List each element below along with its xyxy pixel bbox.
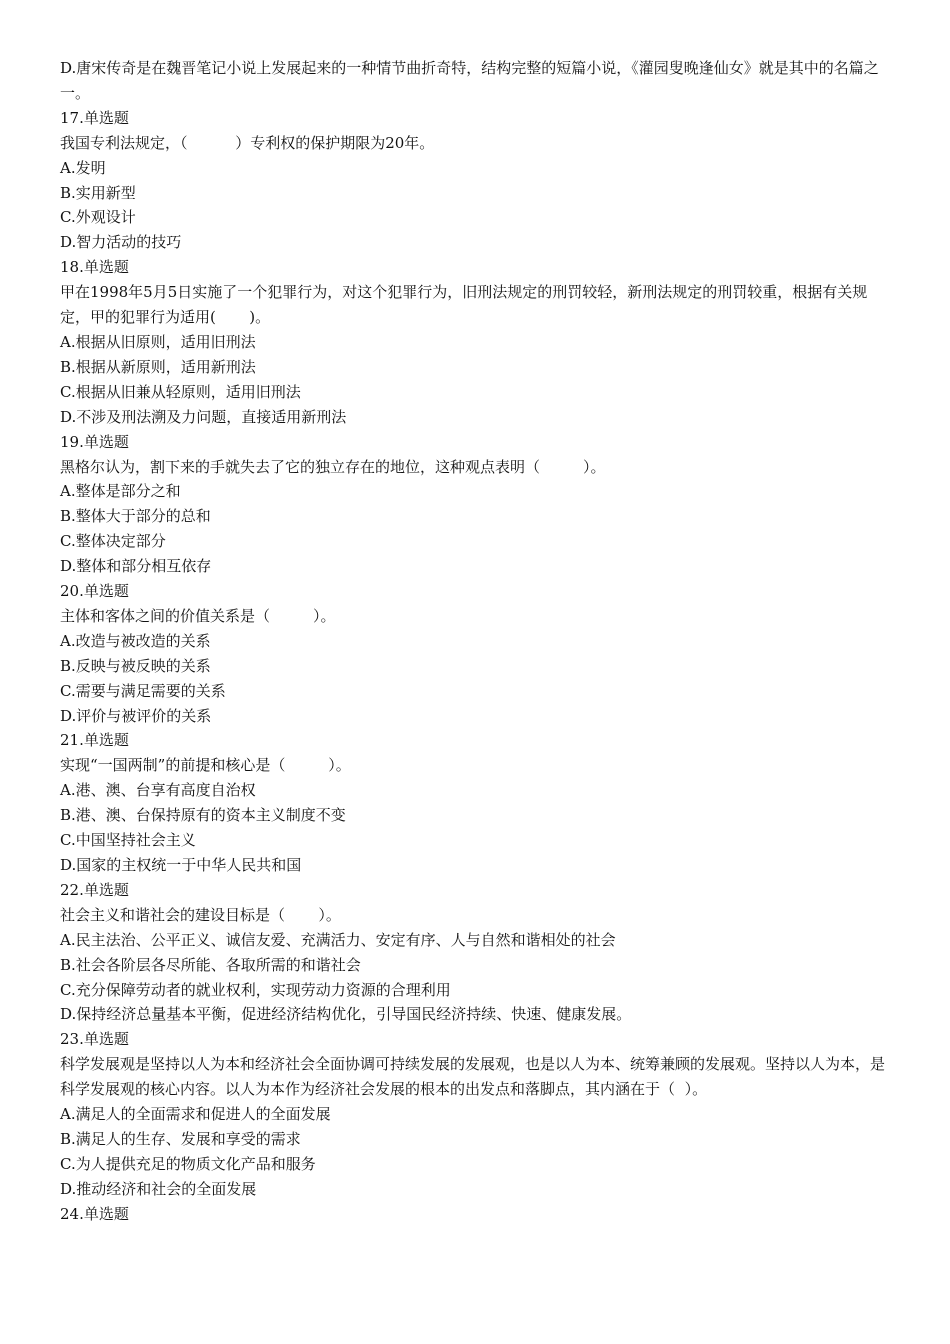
question-number: 22.单选题	[60, 880, 129, 899]
answer-option: A.港、澳、台享有高度自治权	[60, 781, 256, 800]
answer-option: A.满足人的全面需求和促进人的全面发展	[60, 1105, 331, 1124]
answer-option: A.根据从旧原则，适用旧刑法	[60, 332, 256, 351]
answer-option: B.社会各阶层各尽所能、各取所需的和谐社会	[60, 955, 361, 974]
answer-option: B.根据从新原则，适用新刑法	[60, 357, 256, 376]
leading-option-d: D.唐宋传奇是在魏晋笔记小说上发展起来的一种情节曲折奇特，结构完整的短篇小说，《灌园叟晚逢仙女》就是其中的名篇之一。	[60, 59, 879, 102]
question-stem	[60, 280, 890, 330]
question-block	[60, 579, 890, 728]
answer-option: C.根据从旧兼从轻原则，适用旧刑法	[60, 382, 301, 401]
question-block	[60, 878, 890, 1027]
question-block	[60, 728, 890, 877]
answer-option: A.发明	[60, 158, 106, 177]
question-number: 23.单选题	[60, 1030, 129, 1049]
document-page	[60, 56, 890, 1227]
question-stem-text: 科学发展观是坚持以人为本和经济社会全面协调可持续发展的发展观，也是以人为本、统筹兼顾的发展观。坚持以人为本，是科学发展观的核心内容。以人为本作为经济社会发展的根本的出发点和落脚点，其内涵在于（	[60, 1055, 886, 1099]
answer-option: C.需要与满足需要的关系	[60, 681, 226, 700]
question-number: 17.单选题	[60, 108, 129, 127]
question-number-24: 24.单选题	[60, 1204, 129, 1223]
answer-option: C.中国坚持社会主义	[60, 831, 196, 850]
question-block	[60, 430, 890, 579]
answer-option: D.整体和部分相互依存	[60, 557, 212, 576]
question-stem-text: ）。	[684, 1080, 708, 1099]
question-stem-text: )。	[249, 308, 271, 327]
answer-blank	[216, 305, 249, 330]
answer-option: D.智力活动的技巧	[60, 233, 182, 252]
question-block	[60, 1027, 890, 1201]
question-stem-text: ）专利权的保护期限为20年。	[235, 133, 435, 152]
answer-option: D.不涉及刑法溯及力问题，直接适用新刑法	[60, 407, 347, 426]
answer-blank	[270, 604, 313, 629]
question-stem-text: ）。	[318, 905, 341, 924]
question-stem	[60, 455, 890, 480]
answer-option: C.为人提供充足的物质文化产品和服务	[60, 1154, 316, 1173]
question-stem	[60, 753, 890, 778]
question-block	[60, 106, 890, 255]
answer-option: C.外观设计	[60, 208, 136, 227]
question-stem-text: 黑格尔认为，割下来的手就失去了它的独立存在的地位，这种观点表明（	[60, 457, 541, 476]
question-number: 18.单选题	[60, 258, 129, 277]
answer-option: D.国家的主权统一于中华人民共和国	[60, 856, 302, 874]
answer-blank	[188, 131, 236, 156]
question-stem	[60, 903, 890, 928]
question-stem-text: ）。	[582, 457, 606, 476]
question-number: 19.单选题	[60, 432, 129, 451]
question-stem	[60, 604, 890, 629]
question-stem-text: 我国专利法规定，（	[60, 133, 188, 152]
question-stem-text: 社会主义和谐社会的建设目标是（	[60, 905, 286, 924]
answer-option: B.满足人的生存、发展和享受的需求	[60, 1129, 301, 1148]
answer-option: A.改造与被改造的关系	[60, 631, 211, 650]
answer-option: D.评价与被评价的关系	[60, 706, 212, 725]
question-stem-text: 主体和客体之间的价值关系是（	[60, 606, 271, 625]
question-stem-text: ）。	[328, 756, 351, 775]
answer-option: D.推动经济和社会的全面发展	[60, 1179, 257, 1198]
answer-option: D.保持经济总量基本平衡，促进经济结构优化，引导国民经济持续、快速、健康发展。	[60, 1005, 632, 1024]
answer-option: B.实用新型	[60, 183, 136, 202]
question-number: 20.单选题	[60, 582, 129, 601]
answer-option: C.充分保障劳动者的就业权利，实现劳动力资源的合理利用	[60, 980, 451, 999]
answer-option: C.整体决定部分	[60, 532, 166, 551]
question-stem-text: ）。	[312, 606, 336, 625]
answer-option: B.反映与被反映的关系	[60, 656, 211, 675]
answer-option: A.整体是部分之和	[60, 482, 181, 501]
question-stem-text: 实现“一国两制”的前提和核心是（	[60, 756, 286, 775]
answer-blank	[675, 1077, 685, 1102]
question-stem	[60, 1052, 890, 1102]
answer-option: B.整体大于部分的总和	[60, 507, 211, 526]
question-list	[60, 106, 890, 1202]
question-number: 21.单选题	[60, 731, 129, 750]
answer-blank	[285, 753, 328, 778]
question-stem	[60, 131, 890, 156]
question-block	[60, 255, 890, 429]
answer-option: A.民主法治、公平正义、诚信友爱、充满活力、安定有序、人与自然和谐相处的社会	[60, 930, 616, 949]
question-stem-text: 甲在1998年5月5日实施了一个犯罪行为，对这个犯罪行为，旧刑法规定的刑罚较轻，新刑法规定的刑罚较重，根据有关规定，甲的犯罪行为适用(	[60, 283, 868, 327]
answer-blank	[540, 455, 583, 480]
answer-option: B.港、澳、台保持原有的资本主义制度不变	[60, 806, 346, 825]
answer-blank	[285, 903, 318, 928]
